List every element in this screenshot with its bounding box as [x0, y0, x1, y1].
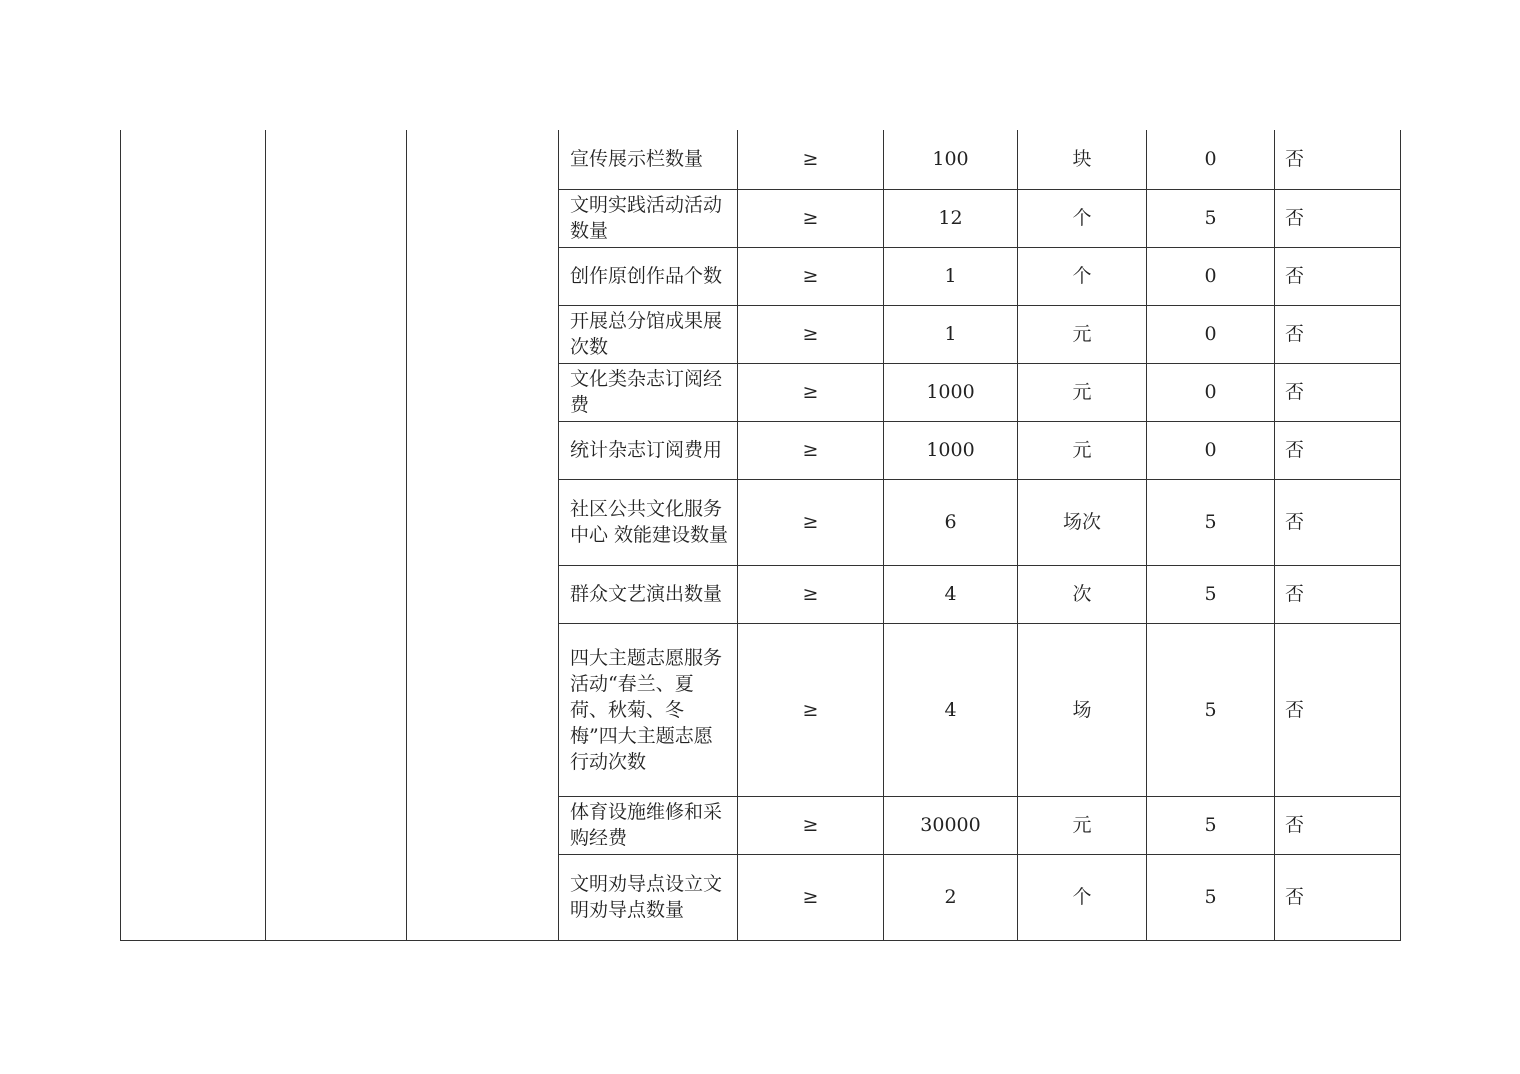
comparison-operator: ≥: [738, 130, 884, 189]
unit: 个: [1018, 189, 1147, 247]
comparison-operator: ≥: [738, 305, 884, 363]
table-row: [121, 130, 1401, 189]
target-value: 4: [884, 565, 1018, 623]
comparison-operator: ≥: [738, 796, 884, 854]
target-value: 1000: [884, 363, 1018, 421]
merged-category-cell-1: [121, 130, 266, 940]
core-indicator-flag: 否: [1275, 363, 1401, 421]
target-value: 1: [884, 247, 1018, 305]
core-indicator-flag: 否: [1275, 421, 1401, 479]
indicator-name: 开展总分馆成果展次数: [559, 305, 738, 363]
indicator-name: 统计杂志订阅费用: [559, 421, 738, 479]
comparison-operator: ≥: [738, 565, 884, 623]
unit: 个: [1018, 247, 1147, 305]
target-value: 2: [884, 854, 1018, 940]
indicator-name: 群众文艺演出数量: [559, 565, 738, 623]
indicator-name: 体育设施维修和采购经费: [559, 796, 738, 854]
indicator-name: 文明实践活动活动数量: [559, 189, 738, 247]
table-body: [121, 130, 1401, 940]
target-value: 6: [884, 479, 1018, 565]
core-indicator-flag: 否: [1275, 189, 1401, 247]
target-value: 30000: [884, 796, 1018, 854]
unit: 场次: [1018, 479, 1147, 565]
unit: 元: [1018, 421, 1147, 479]
core-indicator-flag: 否: [1275, 479, 1401, 565]
target-value: 100: [884, 130, 1018, 189]
weight-score: 0: [1147, 305, 1275, 363]
weight-score: 0: [1147, 421, 1275, 479]
weight-score: 5: [1147, 565, 1275, 623]
comparison-operator: ≥: [738, 479, 884, 565]
indicator-name: 文化类杂志订阅经费: [559, 363, 738, 421]
unit: 元: [1018, 796, 1147, 854]
weight-score: 0: [1147, 130, 1275, 189]
comparison-operator: ≥: [738, 854, 884, 940]
indicator-name: 社区公共文化服务中心 效能建设数量: [559, 479, 738, 565]
merged-category-cell-2: [266, 130, 407, 940]
unit: 次: [1018, 565, 1147, 623]
core-indicator-flag: 否: [1275, 305, 1401, 363]
target-value: 1: [884, 305, 1018, 363]
comparison-operator: ≥: [738, 189, 884, 247]
unit: 块: [1018, 130, 1147, 189]
comparison-operator: ≥: [738, 363, 884, 421]
unit: 场: [1018, 623, 1147, 796]
weight-score: 5: [1147, 623, 1275, 796]
unit: 元: [1018, 305, 1147, 363]
comparison-operator: ≥: [738, 623, 884, 796]
core-indicator-flag: 否: [1275, 854, 1401, 940]
indicator-table: [120, 130, 1401, 941]
core-indicator-flag: 否: [1275, 796, 1401, 854]
comparison-operator: ≥: [738, 247, 884, 305]
target-value: 4: [884, 623, 1018, 796]
weight-score: 5: [1147, 189, 1275, 247]
indicator-name: 四大主题志愿服务活动“春兰、夏荷、秋菊、冬梅”四大主题志愿行动次数: [559, 623, 738, 796]
target-value: 12: [884, 189, 1018, 247]
weight-score: 5: [1147, 479, 1275, 565]
unit: 个: [1018, 854, 1147, 940]
unit: 元: [1018, 363, 1147, 421]
merged-category-cell-3: [407, 130, 559, 940]
indicator-name: 文明劝导点设立文明劝导点数量: [559, 854, 738, 940]
comparison-operator: ≥: [738, 421, 884, 479]
target-value: 1000: [884, 421, 1018, 479]
indicator-name: 宣传展示栏数量: [559, 130, 738, 189]
weight-score: 5: [1147, 796, 1275, 854]
weight-score: 0: [1147, 247, 1275, 305]
core-indicator-flag: 否: [1275, 247, 1401, 305]
core-indicator-flag: 否: [1275, 130, 1401, 189]
core-indicator-flag: 否: [1275, 565, 1401, 623]
core-indicator-flag: 否: [1275, 623, 1401, 796]
indicator-name: 创作原创作品个数: [559, 247, 738, 305]
weight-score: 0: [1147, 363, 1275, 421]
weight-score: 5: [1147, 854, 1275, 940]
